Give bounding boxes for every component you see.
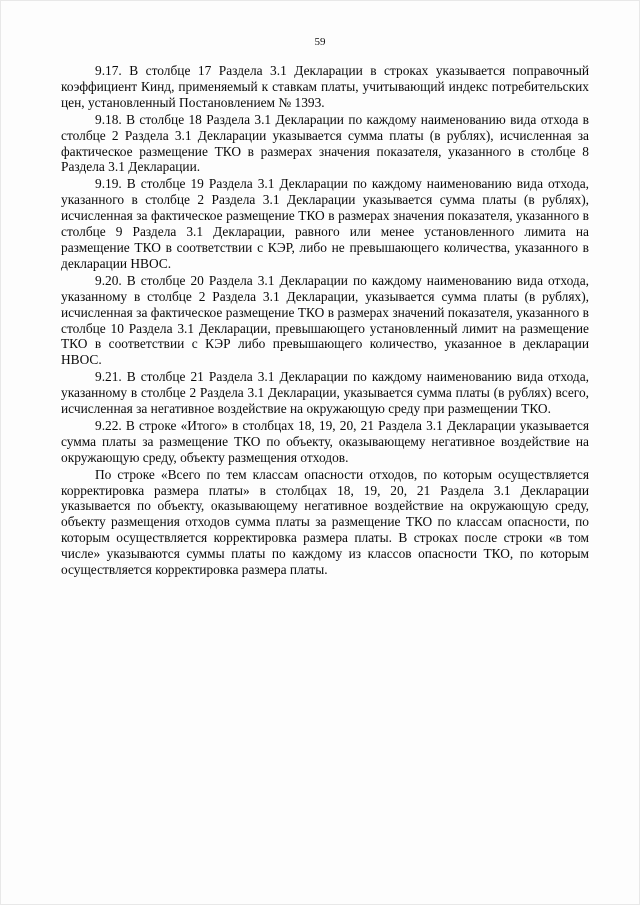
paragraph-9-19: 9.19. В столбце 19 Раздела 3.1 Декларации по каждому наименованию вида отхода, указанного в столбце 2 Раздела 3.1 Декларации указывается сумма платы (в рублях), исчисленная за фактическое размещение ТКО в размерах значения показателя, указанного в столбце 9 Раздела 3.1 Декларации, равного или менее установленного лимита на размещение ТКО в соответствии с КЭР, либо не превышающего количества, указанного в декларации НВОС. <box>61 176 589 271</box>
paragraph-9-20: 9.20. В столбце 20 Раздела 3.1 Декларации по каждому наименованию вида отхода, указанному в столбце 2 Раздела 3.1 Декларации, указывается сумма платы (в рублях), исчисленная за фактическое размещение ТКО в размерах значений показателя, указанного в столбце 10 Раздела 3.1 Декларации, превышающего установленный лимит на размещение ТКО в соответствии с КЭР либо превышающего количество, указанное в декларации НВОС. <box>61 272 589 368</box>
paragraph-9-18: 9.18. В столбце 18 Раздела 3.1 Декларации по каждому наименованию вида отхода в столбце 2 Раздела 3.1 Декларации указывается сумма платы (в рублях), исчисленная за фактическое размещение ТКО в размерах значения показателя, указанного в столбце 8 Раздела 3.1 Декларации. <box>61 111 589 175</box>
paragraph-total-by-class: По строке «Всего по тем классам опасности отходов, по которым осуществляется корректировка размера платы» в столбцах 18, 19, 20, 21 Раздела 3.1 Декларации указывается по объекту, оказывающему негативное воздействие на окружающую среду, объекту размещения отходов сумма платы за размещение ТКО по классам опасности, по которым осуществляется корректировка размера платы. В строках после строки «в том числе» указываются суммы платы по каждому из классов опасности ТКО, по которым осуществляется корректировка размера платы. <box>61 466 589 578</box>
page-number: 59 <box>314 36 326 48</box>
paragraph-9-21: 9.21. В столбце 21 Раздела 3.1 Декларации по каждому наименованию вида отхода, указанному в столбце 2 Раздела 3.1 Декларации, указывается сумма платы (в рублях) всего, исчисленная за негативное воздействие на окружающую среду при размещении ТКО. <box>61 369 589 417</box>
paragraph-9-22: 9.22. В строке «Итого» в столбцах 18, 19, 20, 21 Раздела 3.1 Декларации указывается сумма платы за размещение ТКО по объекту, оказывающему негативное воздействие на окружающую среду, объекту размещения отходов. <box>61 417 589 465</box>
document-body <box>61 63 589 579</box>
paragraph-9-17: 9.17. В столбце 17 Раздела 3.1 Декларации в строках указывается поправочный коэффициент Кинд, применяемый к ставкам платы, учитывающий индекс потребительских цен, установленный Постановлением № 1393. <box>61 63 589 110</box>
